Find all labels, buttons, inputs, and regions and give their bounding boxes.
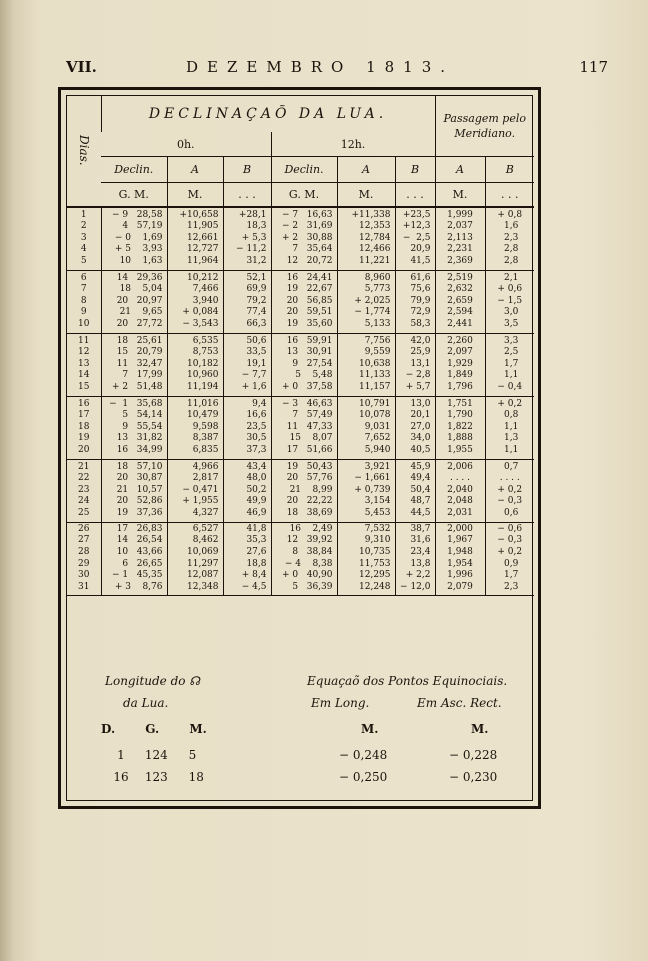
hour-0-header: 0h. xyxy=(101,132,271,157)
table-frame xyxy=(58,87,541,809)
page-number: 117 xyxy=(579,58,608,76)
footer-section xyxy=(67,644,534,804)
cell-b12: 13,0 20,1 27,0 34,0 40,5 xyxy=(395,396,435,459)
m-label-long: M. xyxy=(361,722,379,736)
unit-dots-0: . . . xyxy=(223,183,271,207)
cell-d0: 17 26,83 14 26,54 10 43,66 6 26,65 − 1 45,35 + 3 8,76 xyxy=(101,522,167,595)
unit-m-pass: M. xyxy=(435,183,485,207)
unit-m-12: M. xyxy=(337,183,395,207)
cell-a12: +11,338 12,353 12,784 12,466 11,221 xyxy=(337,207,395,271)
header-center: DEZEMBRO 1813. xyxy=(186,58,455,76)
cell-b0: 52,1 69,9 79,2 77,4 66,3 xyxy=(223,270,271,333)
cell-d0: − 9 28,58 4 57,19 − 0 1,69 + 5 3,93 10 1,63 xyxy=(101,207,167,271)
em-asc-label: Em Asc. Rect. xyxy=(417,696,502,710)
cell-pa: 2,519 2,632 2,659 2,594 2,441 xyxy=(435,270,485,333)
em-long-label: Em Long. xyxy=(311,696,370,710)
long-value-1: − 0,248 xyxy=(339,748,388,762)
dias-header: Dias. xyxy=(67,96,101,207)
cell-pb: + 0,2 0,8 1,1 1,3 1,1 xyxy=(485,396,534,459)
cell-pb: 0,7 . . . . + 0,2 − 0,3 0,6 xyxy=(485,459,534,522)
cell-dias: 21 22 23 24 25 xyxy=(67,459,101,522)
table-block xyxy=(67,396,534,459)
passagem-header: Passagem pelo Meridiano. xyxy=(435,96,534,157)
col-d: D. xyxy=(101,722,116,736)
col-a-0: A xyxy=(167,157,223,183)
cell-a12: 10,791 10,078 9,031 7,652 5,940 xyxy=(337,396,395,459)
col-b-12: B xyxy=(395,157,435,183)
cell-dias: 1 2 3 4 5 xyxy=(67,207,101,271)
cell-b12: 61,6 75,6 79,9 72,9 58,3 xyxy=(395,270,435,333)
cell-a0: 6,535 8,753 10,182 10,960 11,194 xyxy=(167,333,223,396)
equacao-title: Equaçaõ dos Pontos Equinociais. xyxy=(307,674,508,688)
cell-dias: 6 7 8 9 10 xyxy=(67,270,101,333)
cell-a0: 6,527 8,462 10,069 11,297 12,087 12,348 xyxy=(167,522,223,595)
cell-d12: − 7 16,63 − 2 31,69 + 2 30,88 7 35,64 12 20,72 xyxy=(271,207,337,271)
longitude-row-1: 1 124 5 xyxy=(117,748,197,762)
cell-d0: 14 29,36 18 5,04 20 20,97 21 9,65 20 27,72 xyxy=(101,270,167,333)
cell-pa: 2,000 1,967 1,948 1,954 1,996 2,079 xyxy=(435,522,485,595)
col-a-pass: A xyxy=(435,157,485,183)
col-b-0: B xyxy=(223,157,271,183)
cell-pb: 2,1 + 0,6 − 1,5 3,0 3,5 xyxy=(485,270,534,333)
cell-pa: 2,260 2,097 1,929 1,849 1,796 xyxy=(435,333,485,396)
declination-table xyxy=(67,96,534,596)
cell-a12: 8,960 5,773 + 2,025 − 1,774 5,133 xyxy=(337,270,395,333)
longitude-columns xyxy=(101,722,229,736)
cell-pa: 2,006 . . . . 2,040 2,048 2,031 xyxy=(435,459,485,522)
cell-a12: 7,756 9,559 10,638 11,133 11,157 xyxy=(337,333,395,396)
cell-d0: 18 57,10 20 30,87 21 10,57 20 52,86 19 37,36 xyxy=(101,459,167,522)
cell-b0: +28,1 18,3 + 5,3 − 11,2 31,2 xyxy=(223,207,271,271)
col-a-12: A xyxy=(337,157,395,183)
table-block xyxy=(67,333,534,396)
cell-a0: 10,212 7,466 3,940 + 0,084 − 3,543 xyxy=(167,270,223,333)
cell-dias: 16 17 18 19 20 xyxy=(67,396,101,459)
table-block xyxy=(67,270,534,333)
hour-12-header: 12h. xyxy=(271,132,435,157)
header-left: VII. xyxy=(66,58,97,76)
cell-pa: 1,751 1,790 1,822 1,888 1,955 xyxy=(435,396,485,459)
cell-d0: 18 25,61 15 20,79 11 32,47 7 17,99 + 2 51,48 xyxy=(101,333,167,396)
cell-d0: − 1 35,68 5 54,14 9 55,54 13 31,82 16 34,99 xyxy=(101,396,167,459)
cell-b0: 9,4 16,6 23,5 30,5 37,3 xyxy=(223,396,271,459)
longitude-title: Longitude do ☊ xyxy=(105,674,200,688)
cell-pb: + 0,8 1,6 2,3 2,8 2,8 xyxy=(485,207,534,271)
cell-d12: − 3 46,63 7 57,49 11 47,33 15 8,07 17 51,66 xyxy=(271,396,337,459)
cell-a0: 4,966 2,817 − 0,471 + 1,955 4,327 xyxy=(167,459,223,522)
cell-a0: +10,658 11,905 12,661 12,727 11,964 xyxy=(167,207,223,271)
cell-pb: 3,3 2,5 1,7 1,1 − 0,4 xyxy=(485,333,534,396)
cell-d12: 16 59,91 13 30,91 9 27,54 5 5,48 + 0 37,58 xyxy=(271,333,337,396)
asc-value-2: − 0,230 xyxy=(449,770,498,784)
table-block xyxy=(67,459,534,522)
cell-d12: 19 50,43 20 57,76 21 8,99 20 22,22 18 38,69 xyxy=(271,459,337,522)
cell-d12: 16 24,41 19 22,67 20 56,85 20 59,51 19 35,60 xyxy=(271,270,337,333)
m-label-asc: M. xyxy=(471,722,489,736)
col-b-pass: B xyxy=(485,157,534,183)
cell-dias: 26 27 28 29 30 31 xyxy=(67,522,101,595)
table-title: DECLINAÇAÕ DA LUA. xyxy=(101,96,435,132)
cell-a12: 7,532 9,310 10,735 11,753 12,295 12,248 xyxy=(337,522,395,595)
cell-dias: 11 12 13 14 15 xyxy=(67,333,101,396)
unit-m-0: M. xyxy=(167,183,223,207)
cell-b12: +23,5 +12,3 − 2,5 20,9 41,5 xyxy=(395,207,435,271)
table-block xyxy=(67,522,534,595)
unit-dots-pass: . . . xyxy=(485,183,534,207)
asc-value-1: − 0,228 xyxy=(449,748,498,762)
col-m: M. xyxy=(189,722,207,736)
cell-a12: 3,921 − 1,661 + 0,739 3,154 5,453 xyxy=(337,459,395,522)
long-value-2: − 0,250 xyxy=(339,770,388,784)
longitude-row-2: 16 123 18 xyxy=(113,770,204,784)
cell-b12: 45,9 49,4 50,4 48,7 44,5 xyxy=(395,459,435,522)
table-block xyxy=(67,207,534,271)
unit-dots-12: . . . xyxy=(395,183,435,207)
cell-pa: 1,999 2,037 2,113 2,231 2,369 xyxy=(435,207,485,271)
table-inner-frame xyxy=(66,95,533,801)
unit-gm-12: G. M. xyxy=(271,183,337,207)
col-declin-12: Declin. xyxy=(271,157,337,183)
cell-b0: 50,6 33,5 19,1 − 7,7 + 1,6 xyxy=(223,333,271,396)
cell-b0: 43,4 48,0 50,2 49,9 46,9 xyxy=(223,459,271,522)
cell-b12: 42,0 25,9 13,1 − 2,8 + 5,7 xyxy=(395,333,435,396)
cell-pb: − 0,6 − 0,3 + 0,2 0,9 1,7 2,3 xyxy=(485,522,534,595)
cell-b12: 38,7 31,6 23,4 13,8 + 2,2 − 12,0 xyxy=(395,522,435,595)
cell-d12: 16 2,49 12 39,92 8 38,84 − 4 8,38 + 0 40,90 5 36,39 xyxy=(271,522,337,595)
running-header xyxy=(66,58,618,82)
cell-b0: 41,8 35,3 27,6 18,8 + 8,4 − 4,5 xyxy=(223,522,271,595)
col-declin-0: Declin. xyxy=(101,157,167,183)
cell-a0: 11,016 10,479 9,598 8,387 6,835 xyxy=(167,396,223,459)
longitude-subtitle: da Lua. xyxy=(123,696,169,710)
col-g: G. xyxy=(145,722,160,736)
unit-gm-0: G. M. xyxy=(101,183,167,207)
